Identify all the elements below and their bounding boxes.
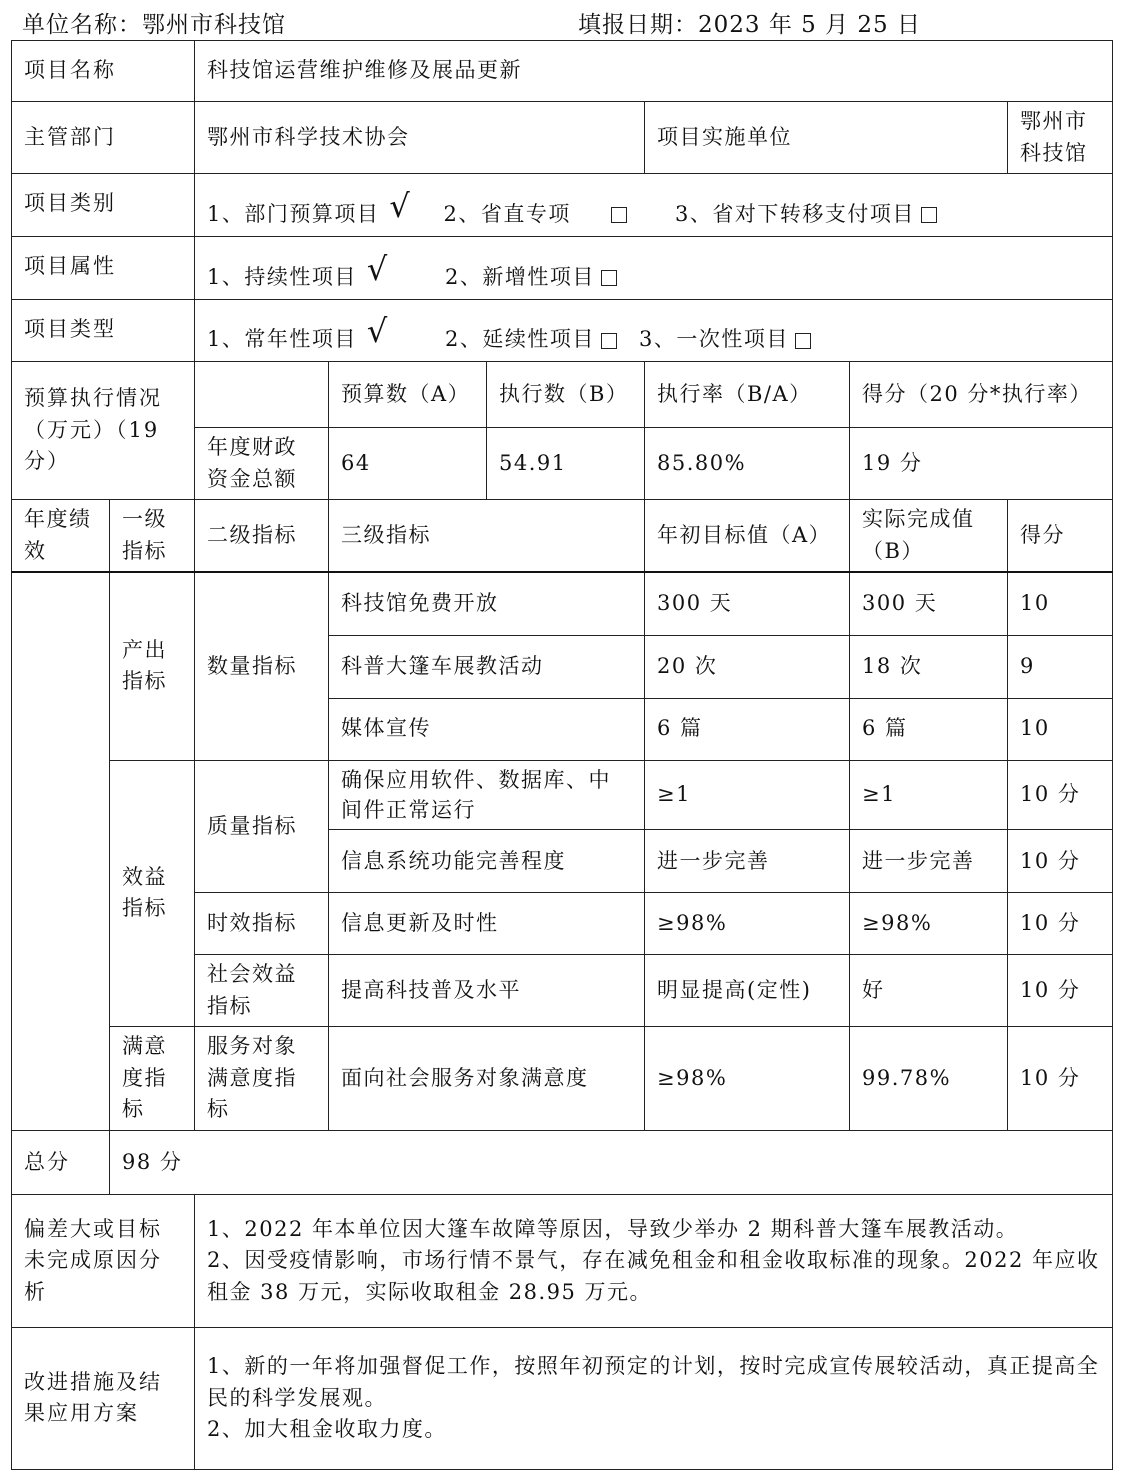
report-date: 填报日期：2023 年 5 月 25 日 [578,12,921,38]
perf-level1-header: 一级指标 [110,500,195,573]
service-indicator-label: 服务对象满意度指标 [195,1027,329,1131]
table-row-score: 10 分 [1008,893,1113,955]
perf-target-header: 年初目标值（A） [645,500,850,573]
budget-col-rate: 执行率（B/A） [645,362,850,428]
budget-col-score: 得分（20 分*执行率） [850,362,1113,428]
checkbox-icon [601,270,617,286]
checkbox-icon [611,207,627,223]
attribute-options [195,237,1113,300]
deviation-label: 偏差大或目标未完成原因分析 [12,1194,195,1327]
table-row-indicator: 科技馆免费开放 [329,572,645,635]
benefit-indicator-label: 效益指标 [110,760,195,1027]
table-row-target: ≥98% [645,893,850,955]
type-option-1: 1、常年性项目 [207,327,357,352]
category-option-3: 3、省对下转移支付项目 [675,201,915,226]
table-row-indicator: 媒体宣传 [329,698,645,760]
budget-empty-cell [195,362,329,428]
dept-label: 主管部门 [12,102,195,174]
table-row-target: 明显提高(定性) [645,955,850,1027]
table-row-indicator: 信息系统功能完善程度 [329,830,645,893]
project-name-label: 项目名称 [12,41,195,102]
improvement-label: 改进措施及结果应用方案 [12,1327,195,1469]
tick-mark: √ [366,249,389,288]
checkbox-icon [601,333,617,349]
table-row-target: ≥98% [645,1027,850,1131]
table-row-score: 10 [1008,572,1113,635]
category-label: 项目类别 [12,174,195,237]
table-row-target: ≥1 [645,760,850,830]
table-row-indicator: 面向社会服务对象满意度 [329,1027,645,1131]
table-row-indicator: 科普大篷车展教活动 [329,635,645,698]
type-label: 项目类型 [12,300,195,362]
table-row-actual: 好 [850,955,1008,1027]
category-option-1: 1、部门预算项目 [207,201,380,226]
perf-annual-header: 年度绩效 [12,500,110,573]
type-options [195,300,1113,362]
type-option-3: 3、一次性项目 [639,327,789,352]
budget-score-value: 19 分 [850,428,1113,500]
category-options [195,174,1113,237]
tick-mark: √ [366,312,389,351]
budget-col-exec: 执行数（B） [487,362,645,428]
table-row-actual: 99.78% [850,1027,1008,1131]
checkbox-icon [795,333,811,349]
perf-actual-header: 实际完成值（B） [850,500,1008,573]
table-row-score: 10 分 [1008,1027,1113,1131]
improvement-text [195,1327,1113,1469]
output-indicator-label: 产出指标 [110,572,195,760]
quality-indicator-label: 质量指标 [195,760,329,893]
table-row-actual: 300 天 [850,572,1008,635]
improvement-line-1: 1、新的一年将加强督促工作，按照年初预定的计划，按时完成宣传展较活动，真正提高全民的科学发展观。 [207,1354,1100,1410]
table-row-actual: 进一步完善 [850,830,1008,893]
table-row-score: 9 [1008,635,1113,698]
table-row-score: 10 分 [1008,760,1113,830]
category-option-2: 2、省直专项 [443,201,571,226]
improvement-line-2: 2、加大租金收取力度。 [207,1417,447,1442]
deviation-line-1: 1、2022 年本单位因大篷车故障等原因，导致少举办 2 期科普大篷车展教活动。 [207,1216,1019,1241]
tick-mark: √ [389,186,412,225]
table-row-indicator: 提高科技普及水平 [329,955,645,1027]
total-label: 总分 [12,1130,110,1194]
table-row-target: 300 天 [645,572,850,635]
table-row-score: 10 [1008,698,1113,760]
table-row-actual: ≥1 [850,760,1008,830]
perf-annual-blank [12,572,110,1130]
performance-table [11,40,1113,1470]
attribute-label: 项目属性 [12,237,195,300]
perf-level2-header: 二级指标 [195,500,329,573]
table-row-score: 10 分 [1008,955,1113,1027]
table-row-target: 20 次 [645,635,850,698]
table-row-indicator: 确保应用软件、数据库、中间件正常运行 [329,760,645,830]
budget-row-label: 年度财政资金总额 [195,428,329,500]
table-row-score: 10 分 [1008,830,1113,893]
project-name-value: 科技馆运营维护维修及展品更新 [195,41,1113,102]
table-row-indicator: 信息更新及时性 [329,893,645,955]
quantity-indicator-label: 数量指标 [195,572,329,760]
deviation-line-2: 2、因受疫情影响，市场行情不景气，存在减免租金和租金收取标准的现象。2022 年应收租金 38 万元，实际收取租金 28.95 万元。 [207,1248,1100,1304]
timeliness-indicator-label: 时效指标 [195,893,329,955]
social-indicator-label: 社会效益指标 [195,955,329,1027]
table-row-actual: 6 篇 [850,698,1008,760]
impl-value: 鄂州市科技馆 [1008,102,1113,174]
perf-level3-header: 三级指标 [329,500,645,573]
attribute-option-1: 1、持续性项目 [207,264,357,289]
type-option-2: 2、延续性项目 [444,327,595,352]
table-row-actual: ≥98% [850,893,1008,955]
table-row-target: 进一步完善 [645,830,850,893]
impl-label: 项目实施单位 [645,102,1008,174]
perf-score-header: 得分 [1008,500,1113,573]
budget-label: 预算执行情况（万元）（19 分） [12,362,195,500]
budget-col-budget: 预算数（A） [329,362,487,428]
rate-value: 85.80% [645,428,850,500]
table-row-target: 6 篇 [645,698,850,760]
budget-value: 64 [329,428,487,500]
exec-value: 54.91 [487,428,645,500]
satisfaction-indicator-label: 满意度指标 [110,1027,195,1131]
attribute-option-2: 2、新增性项目 [444,264,595,289]
deviation-text [195,1194,1113,1327]
total-value: 98 分 [110,1130,1113,1194]
table-row-actual: 18 次 [850,635,1008,698]
dept-value: 鄂州市科学技术协会 [195,102,645,174]
unit-name: 单位名称：鄂州市科技馆 [22,12,286,38]
checkbox-icon [921,207,937,223]
